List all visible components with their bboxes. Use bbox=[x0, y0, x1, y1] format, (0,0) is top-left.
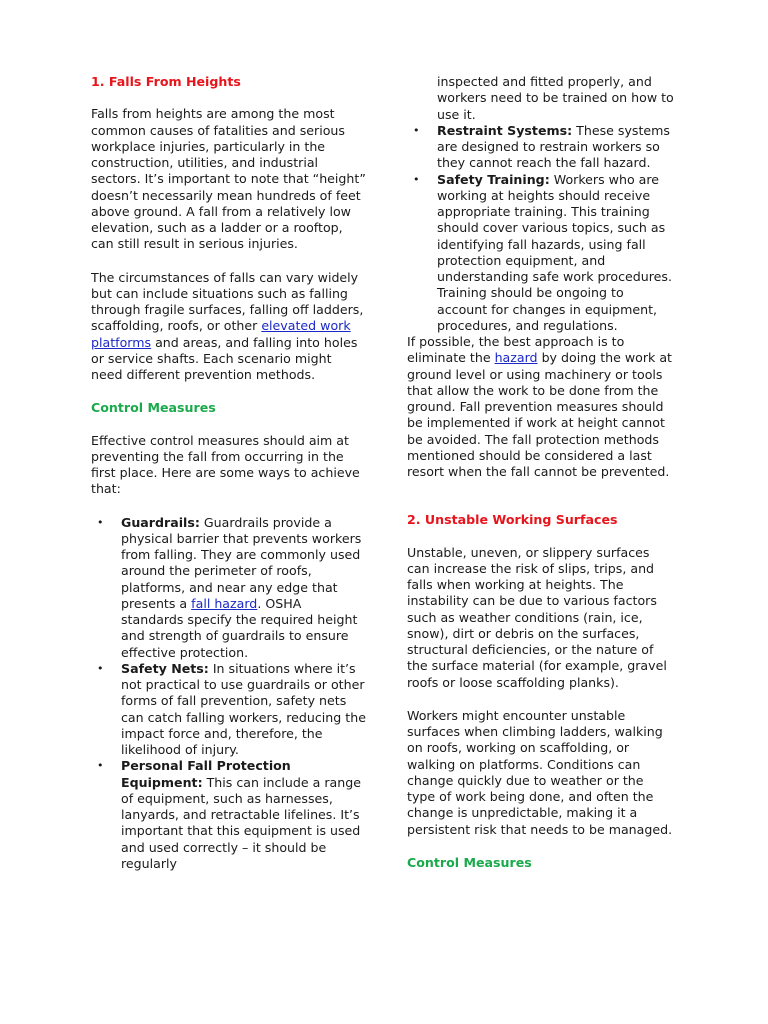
list-item-safety-nets bbox=[91, 661, 366, 759]
text: If possible, the best approach is to eliminate the bbox=[407, 334, 625, 366]
list-item-guardrails bbox=[91, 515, 366, 661]
list-item-restraint-systems bbox=[407, 123, 675, 172]
text: In situations where it’s not practical to use guardrails or other forms of fall prevention, safety nets can catch falling workers, reducing the impact force and, therefore, the likelihood of injury. bbox=[121, 660, 366, 757]
heading-falls-from-heights: 1. Falls From Heights bbox=[91, 74, 241, 89]
right-column bbox=[407, 74, 675, 871]
paragraph-eliminate-hazard bbox=[407, 334, 675, 480]
paragraph-unstable-intro: Unstable, uneven, or slippery surfaces can increase the risk of slips, trips, and falls when working at heights. The instability can be due to various factors such as weather conditions (rain, ice, snow), dirt or debris on the surfaces, structural deficiencies, or the nature of the surface material (for example, gravel roofs or loose scaffolding planks). bbox=[407, 544, 667, 690]
control-measures-list-continued bbox=[407, 74, 675, 334]
list-item-continuation bbox=[407, 74, 675, 123]
paragraph-falls-intro: Falls from heights are among the most common causes of fatalities and serious workplace injuries, particularly in the construction, utilities, and industrial sectors. It’s important to note that “height” doesn’t necessarily mean hundreds of feet above ground. A fall from a relatively low elevation, such as a ladder or a rooftop, can still result in serious injuries. bbox=[91, 106, 366, 252]
text: The circumstances of falls can vary widely but can include situations such as falling through fragile surfaces, falling off ladders, scaffolding, roofs, or other bbox=[91, 269, 364, 334]
heading-control-measures-2: Control Measures bbox=[407, 854, 532, 870]
text: inspected and fitted properly, and workers need to be trained on how to use it. bbox=[437, 74, 674, 122]
left-column bbox=[91, 74, 366, 872]
text: Guardrails provide a physical barrier that prevents workers from falling. They are commonly used around the perimeter of roofs, platforms, and near any edge that presents a bbox=[121, 514, 362, 611]
paragraph-fall-circumstances bbox=[91, 270, 366, 384]
list-item-safety-training bbox=[407, 172, 675, 335]
term-personal-fall-protection: Personal Fall Protection Equipment: bbox=[121, 758, 291, 790]
paragraph-unstable-encounter: Workers might encounter unstable surfaces when climbing ladders, walking on roofs, working on scaffolding, or walking on platforms. Conditions can change quickly due to weather or the type of work being done, and often the change is unpredictable, making it a persistent risk that needs to be managed. bbox=[407, 707, 673, 837]
term-guardrails: Guardrails: bbox=[121, 514, 200, 530]
text: These systems are designed to restrain workers so they cannot reach the fall hazard. bbox=[437, 122, 670, 171]
link-hazard[interactable]: hazard bbox=[494, 350, 538, 366]
heading-control-measures-1: Control Measures bbox=[91, 400, 216, 416]
term-safety-training: Safety Training: bbox=[437, 171, 550, 187]
text: and areas, and falling into holes or service shafts. Each scenario might need different prevention methods. bbox=[91, 334, 358, 382]
paragraph-control-intro: Effective control measures should aim at preventing the fall from occurring in the first place. Here are some ways to achieve that: bbox=[91, 432, 360, 497]
control-measures-list bbox=[91, 515, 366, 873]
term-safety-nets: Safety Nets: bbox=[121, 660, 209, 676]
list-item-personal-fall-protection bbox=[91, 758, 366, 872]
text: This can include a range of equipment, such as harnesses, lanyards, and retractable lifelines. It’s important that this equipment is used and used correctly – it should be regularly bbox=[121, 774, 361, 871]
link-fall-hazard[interactable]: fall hazard bbox=[191, 595, 258, 611]
heading-unstable-working-surfaces: 2. Unstable Working Surfaces bbox=[407, 512, 618, 528]
text: . OSHA standards specify the required height and strength of guardrails to ensure effective protection. bbox=[121, 595, 358, 660]
term-restraint-systems: Restraint Systems: bbox=[437, 122, 573, 138]
text: Workers who are working at heights should receive appropriate training. This training should cover various topics, such as identifying fall hazards, using fall protection equipment, and understanding safe work procedures. Training should be ongoing to account for changes in equipment, procedures, and regulations. bbox=[437, 171, 672, 333]
link-elevated-work-platforms[interactable]: elevated work platforms bbox=[91, 318, 351, 350]
text: by doing the work at ground level or using machinery or tools that allow the work to be done from the ground. Fall prevention measures should be implemented if work at height cannot be avoided. The fall protection methods mentioned should be considered a last resort when the fall cannot be prevented. bbox=[407, 350, 672, 479]
